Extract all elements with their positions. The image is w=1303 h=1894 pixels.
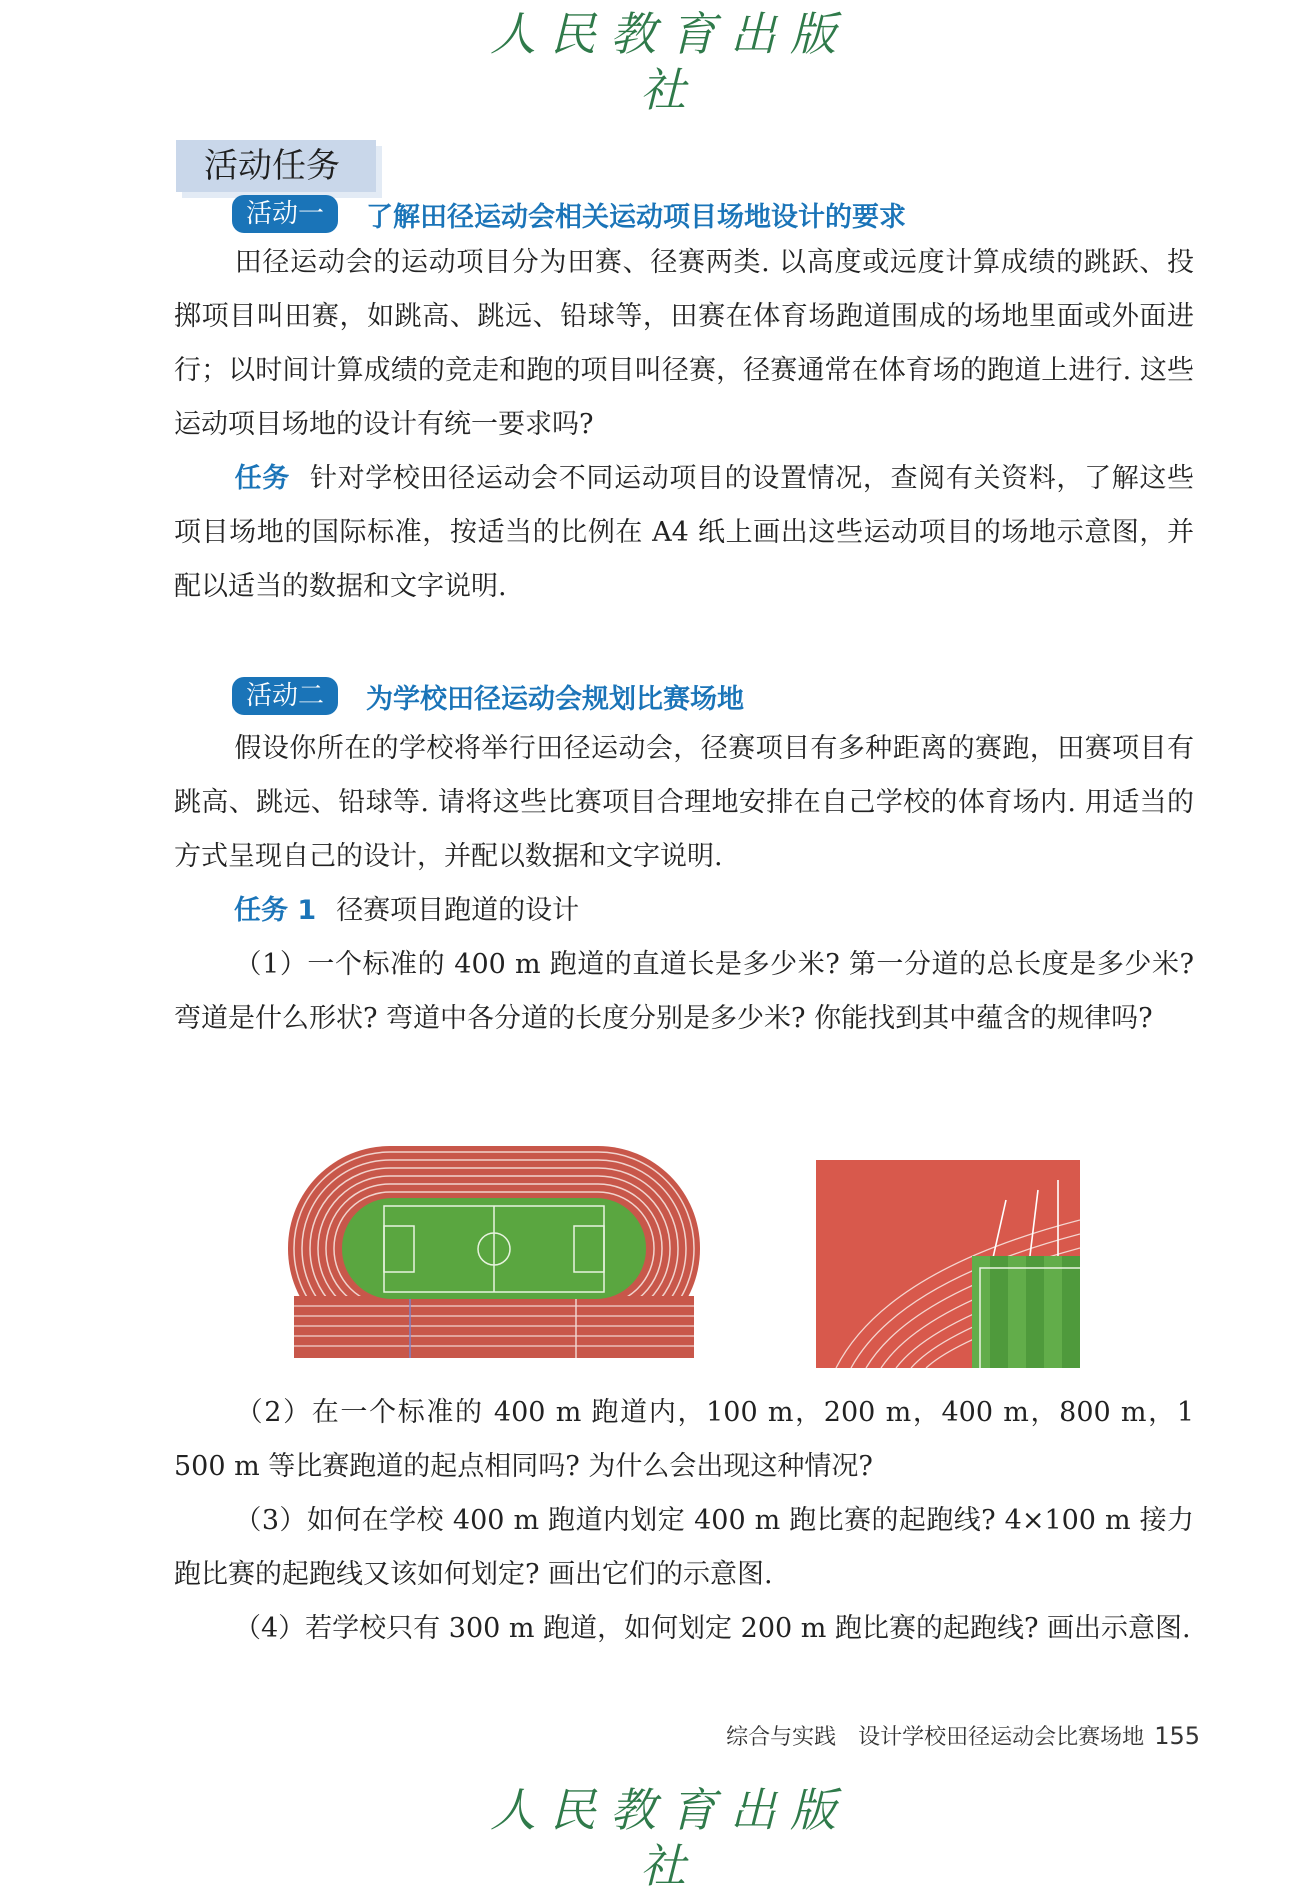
activity1-intro	[174, 236, 1194, 452]
page-number: 155	[1154, 1722, 1200, 1750]
track-curve-figure	[816, 1160, 1080, 1368]
question-1	[174, 938, 1194, 1046]
task1-label: 任务 1	[234, 895, 317, 926]
task1-heading	[174, 884, 1194, 938]
task-label: 任务	[234, 463, 290, 494]
activity2-title: 为学校田径运动会规划比赛场地	[366, 683, 745, 715]
activity1-header	[232, 192, 906, 236]
question-2	[174, 1386, 1194, 1494]
page-footer	[700, 1720, 1200, 1751]
activity1-tag: 活动一	[232, 195, 338, 233]
question-1-text: （1）一个标准的 400 m 跑道的直道长是多少米? 第一分道的总长度是多少米? 弯道是什么形状? 弯道中各分道的长度分别是多少米? 你能找到其中蕴含的规律吗?	[174, 949, 1194, 1034]
question-2-text: （2）在一个标准的 400 m 跑道内，100 m，200 m，400 m，800 m，1 500 m 等比赛跑道的起点相同吗? 为什么会出现这种情况?	[174, 1397, 1194, 1482]
football-field	[342, 1198, 646, 1299]
activity1-intro-text: 田径运动会的运动项目分为田赛、径赛两类. 以高度或远度计算成绩的跳跃、投掷项目叫田赛，如跳高、跳远、铅球等，田赛在体育场跑道围成的场地里面或外面进行；以时间计算成绩的竞走和跑的项目叫径赛，径赛通常在体育场的跑道上进行. 这些运动项目场地的设计有统一要求吗?	[174, 247, 1194, 440]
activity2-tag: 活动二	[232, 677, 338, 715]
question-4-text: （4）若学校只有 300 m 跑道，如何划定 200 m 跑比赛的起跑线? 画出示意图.	[234, 1613, 1191, 1644]
activity1-task	[174, 452, 1194, 614]
task1-title: 径赛项目跑道的设计	[336, 895, 580, 926]
publisher-logo-top: 人民教育出版社	[490, 7, 850, 117]
activity2-header	[232, 674, 744, 718]
footer-text: 综合与实践 设计学校田径运动会比赛场地	[726, 1725, 1145, 1750]
activity2-intro	[174, 722, 1194, 884]
activity1-title: 了解田径运动会相关运动项目场地设计的要求	[366, 201, 907, 233]
question-3-text: （3）如何在学校 400 m 跑道内划定 400 m 跑比赛的起跑线? 4×100 m 接力跑比赛的起跑线又该如何划定? 画出它们的示意图.	[174, 1505, 1194, 1590]
publisher-logo-bottom: 人民教育出版社	[490, 1783, 850, 1893]
activity2-intro-text: 假设你所在的学校将举行田径运动会，径赛项目有多种距离的赛跑，田赛项目有跳高、跳远、铅球等. 请将这些比赛项目合理地安排在自己学校的体育场内. 用适当的方式呈现自己的设计，并配以数据和文字说明.	[174, 733, 1194, 872]
task-text: 针对学校田径运动会不同运动项目的设置情况，查阅有关资料，了解这些项目场地的国际标准，按适当的比例在 A4 纸上画出这些运动项目的场地示意图，并配以适当的数据和文字说明.	[174, 463, 1195, 602]
straight-extension	[294, 1296, 694, 1358]
section-title: 活动任务	[176, 140, 376, 192]
question-4	[174, 1602, 1194, 1656]
track-overview-figure	[288, 1146, 700, 1366]
question-3	[174, 1494, 1194, 1602]
field-corner	[972, 1256, 1080, 1368]
